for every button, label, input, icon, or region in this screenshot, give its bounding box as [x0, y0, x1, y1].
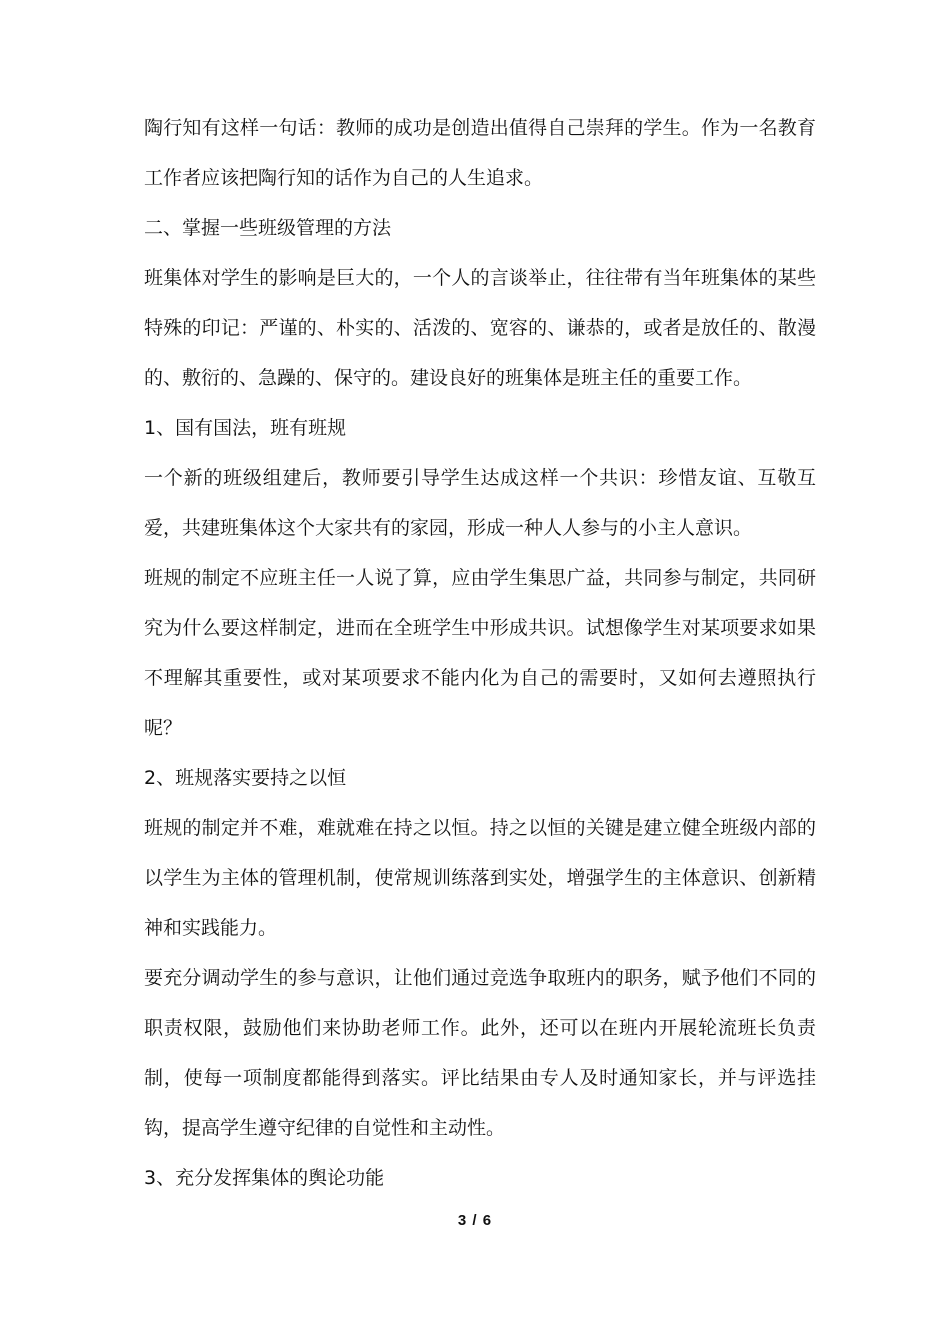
page-number: 3 / 6 [457, 1212, 493, 1229]
section-heading-class-management: 二、掌握一些班级管理的方法 [144, 217, 392, 239]
paragraph-class-influence: 班集体对学生的影响是巨大的，一个人的言谈举止，往往带有当年班集体的某些特殊的印记：严谨的、朴实的、活泼的、宽容的、谦恭的，或者是放任的、散漫的、敷衍的、急躁的、保守的。建设良好的班集体是班主任的重要工作。 [144, 267, 816, 389]
paragraph-tao-quote: 陶行知有这样一句话：教师的成功是创造出值得自己崇拜的学生。作为一名教育工作者应该把陶行知的话作为自己的人生追求。 [144, 117, 816, 189]
subheading-persistence: 2、班规落实要持之以恒 [144, 767, 347, 789]
subheading-class-rules: 1、国有国法，班有班规 [144, 417, 347, 439]
document-body [144, 103, 816, 1203]
paragraph-rule-making: 班规的制定不应班主任一人说了算，应由学生集思广益，共同参与制定，共同研究为什么要这样制定，进而在全班学生中形成共识。试想像学生对某项要求如果不理解其重要性，或对某项要求不能内化为自己的需要时，又如何去遵照执行呢？ [144, 567, 816, 739]
paragraph-persistence: 班规的制定并不难，难就难在持之以恒。持之以恒的关键是建立健全班级内部的以学生为主体的管理机制，使常规训练落到实处，增强学生的主体意识、创新精神和实践能力。 [144, 817, 816, 939]
paragraph-consensus: 一个新的班级组建后，教师要引导学生达成这样一个共识：珍惜友谊、互敬互爱，共建班集体这个大家共有的家园，形成一种人人参与的小主人意识。 [144, 467, 816, 539]
subheading-public-opinion: 3、充分发挥集体的舆论功能 [144, 1167, 385, 1189]
paragraph-participation: 要充分调动学生的参与意识，让他们通过竞选争取班内的职务，赋予他们不同的职责权限，鼓励他们来协助老师工作。此外，还可以在班内开展轮流班长负责制，使每一项制度都能得到落实。评比结果由专人及时通知家长，并与评选挂钩，提高学生遵守纪律的自觉性和主动性。 [144, 967, 816, 1139]
